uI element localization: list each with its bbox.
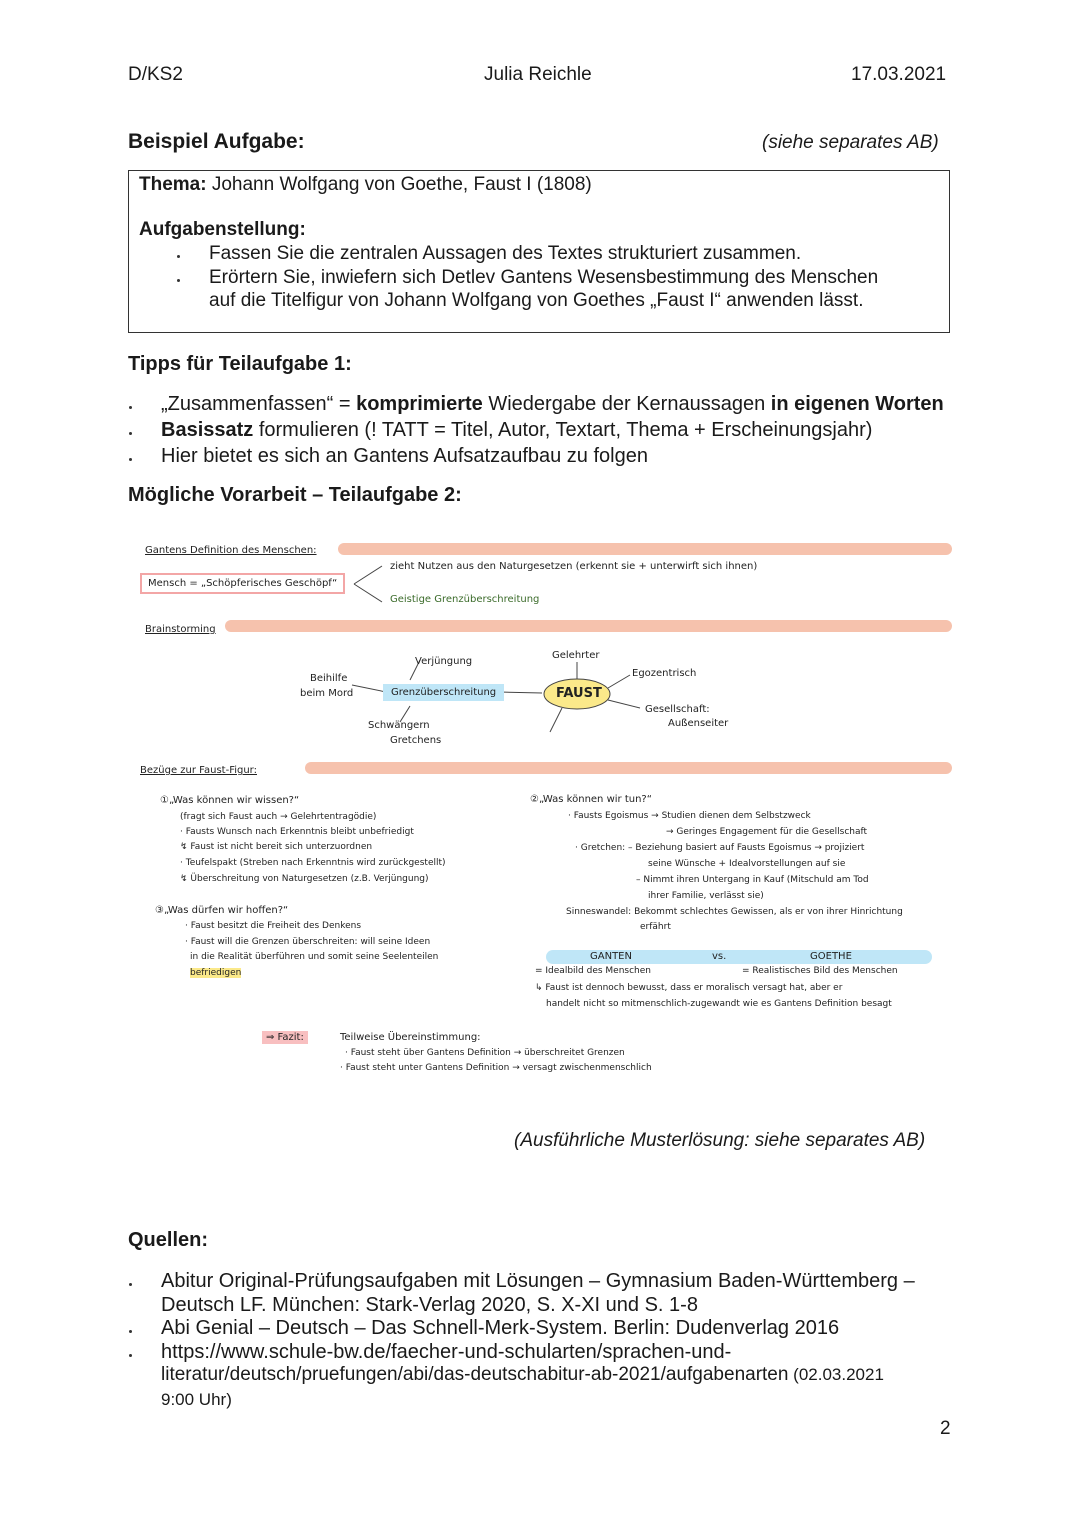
example-title: Beispiel Aufgabe: (128, 130, 305, 153)
bezuege-heading: Bezüge zur Faust-Figur: (140, 765, 257, 776)
definition-arrows (350, 560, 390, 610)
fazit-line-2: · Faust steht über Gantens Definition → überschreitet Grenzen (345, 1048, 625, 1058)
brainstorming-heading: Brainstorming (145, 624, 216, 635)
mindmap-lines (290, 640, 760, 755)
bullet-dot (129, 1283, 132, 1286)
bullet-dot (129, 432, 132, 435)
definition-box: Mensch = „Schöpferisches Geschöpf“ (140, 573, 345, 594)
tipp-1 (161, 393, 944, 416)
vs-label: vs. (712, 951, 727, 962)
tipp-2-a: Basissatz (161, 419, 254, 441)
quelle-1-line-1: Abitur Original-Prüfungsaufgaben mit Lösungen – Gymnasium Baden-Württemberg – (161, 1270, 915, 1292)
left-line-4: · Teufelspakt (Streben nach Erkenntnis wird zurückgestellt) (180, 858, 446, 868)
example-note: (siehe separates AB) (762, 132, 939, 153)
right-line-2: → Geringes Engagement für die Gesellschaft (666, 827, 868, 837)
task-item-2: Erörtern Sie, inwiefern sich Detlev Gantens Wesensbestimmung des Menschen (209, 267, 879, 288)
task-item-1: Fassen Sie die zentralen Aussagen des Textes strukturiert zusammen. (209, 243, 802, 264)
mindmap-beim-mord: beim Mord (300, 688, 354, 699)
bullet-dot (129, 458, 132, 461)
vorarbeit-title: Mögliche Vorarbeit – Teilaufgabe 2: (128, 484, 462, 506)
quelle-3-url-2-link[interactable]: literatur/deutsch/pruefungen/abi/das-deutschabitur-ab-2021/aufgabenarten (161, 1364, 789, 1385)
highlight-band (225, 620, 952, 632)
ganten-label: GANTEN (590, 951, 632, 962)
quelle-3-time: 9:00 Uhr) (161, 1390, 232, 1409)
mindmap-gesellschaft: Gesellschaft: (645, 704, 710, 715)
bullet-dot (177, 279, 180, 282)
mindmap-verjuengung: Verjüngung (415, 656, 473, 667)
right-line-4: seine Wünsche + Idealvorstellungen auf sie (648, 859, 846, 869)
comparison-line-2: handelt nicht so mitmenschlich-zugewandt wie es Gantens Definition besagt (546, 999, 892, 1009)
task-thema (139, 174, 592, 196)
bullet-dot (177, 255, 180, 258)
highlight-band (305, 762, 952, 774)
header-author: Julia Reichle (484, 64, 592, 85)
quelle-3-url-2 (161, 1364, 884, 1386)
tipp-2-b: formulieren (! TATT = Titel, Autor, Textart, Thema + Erscheinungsjahr) (253, 419, 873, 441)
highlight-band (338, 543, 952, 555)
left-line-7: · Faust will die Grenzen überschreiten: will seine Ideen (185, 937, 431, 947)
mindmap-egozentrisch: Egozentrisch (632, 668, 697, 679)
quelle-1-line-2: Deutsch LF. München: Stark-Verlag 2020, S. X-XI und S. 1-8 (161, 1294, 698, 1316)
definition-heading: Gantens Definition des Menschen: (145, 545, 317, 556)
bullet-dot (129, 1354, 132, 1357)
left-line-5: ↯ Überschreitung von Naturgesetzen (z.B. Verjüngung) (180, 874, 429, 884)
bullet-dot (129, 406, 132, 409)
left-line-6: · Faust besitzt die Freiheit des Denkens (185, 921, 362, 931)
mindmap-beihilfe: Beihilfe (310, 673, 348, 684)
right-line-7: Sinneswandel: Bekommt schlechtes Gewissen, als er von ihrer Hinrichtung (566, 907, 903, 917)
fazit-line-1: Teilweise Übereinstimmung: (340, 1032, 481, 1043)
right-line-3: · Gretchen: – Beziehung basiert auf Fausts Egoismus → projiziert (575, 843, 865, 853)
tipp-2 (161, 419, 872, 442)
musterloesung-note: (Ausführliche Musterlösung: siehe separates AB) (514, 1130, 926, 1151)
task-item-2-cont: auf die Titelfigur von Johann Wolfgang von Goethes „Faust I“ anwenden lässt. (209, 290, 864, 311)
tipp-1-b: komprimierte (356, 393, 483, 415)
right-line-6: ihrer Familie, verlässt sie) (648, 891, 764, 901)
left-question-1: ①„Was können wir wissen?“ (160, 795, 300, 806)
left-line-8: in die Realität überführen und somit seine Seelenteilen (190, 952, 439, 962)
left-line-3: ↯ Faust ist nicht bereit sich unterzuordnen (180, 842, 373, 852)
tipp-3: Hier bietet es sich an Gantens Aufsatzaufbau zu folgen (161, 445, 648, 467)
tipp-1-c: Wiedergabe der Kernaussagen (482, 393, 771, 415)
mindmap-grenz: Grenzüberschreitung (383, 684, 504, 701)
tipp-1-d: in eigenen Worten (770, 393, 944, 415)
right-line-1: · Fausts Egoismus → Studien dienen dem Selbstzweck (568, 811, 811, 821)
bullet-dot (129, 1330, 132, 1333)
tipps-title: Tipps für Teilaufgabe 1: (128, 353, 352, 375)
mindmap-aussenseiter: Außenseiter (668, 718, 729, 729)
quelle-2: Abi Genial – Deutsch – Das Schnell-Merk-System. Berlin: Dudenverlag 2016 (161, 1317, 840, 1339)
definition-arrow-1: zieht Nutzen aus den Naturgesetzen (erkennt sie + unterwirft sich ihnen) (390, 561, 758, 572)
left-line-2: · Fausts Wunsch nach Erkenntnis bleibt unbefriedigt (180, 827, 414, 837)
right-line-8: erfährt (640, 922, 671, 932)
right-line-5: – Nimmt ihren Untergang in Kauf (Mitschuld am Tod (636, 875, 869, 885)
task-box (128, 170, 950, 333)
quelle-3-url-1[interactable]: https://www.schule-bw.de/faecher-und-schularten/sprachen-und- (161, 1341, 732, 1363)
mindmap-gelehrter: Gelehrter (552, 650, 600, 661)
mindmap-center: FAUST (556, 686, 602, 701)
comparison-line-1: ↳ Faust ist dennoch bewusst, dass er moralisch versagt hat, aber er (535, 983, 843, 993)
quelle-3-date: (02.03.2021 (788, 1365, 884, 1384)
mindmap-schwaengern: Schwängern (368, 720, 430, 731)
header-class: D/KS2 (128, 64, 183, 85)
left-line-9: befriedigen (190, 968, 242, 978)
left-line-1: (fragt sich Faust auch → Gelehrtentragödie) (180, 812, 377, 822)
tipp-1-a: „Zusammenfassen“ = (161, 393, 357, 415)
ganten-line: = Idealbild des Menschen (535, 966, 651, 976)
left-question-3: ③„Was dürfen wir hoffen?“ (155, 905, 289, 916)
aufgaben-label: Aufgabenstellung: (139, 219, 306, 240)
definition-arrow-2: Geistige Grenzüberschreitung (390, 594, 540, 605)
page-number: 2 (940, 1418, 951, 1439)
goethe-line: = Realistisches Bild des Menschen (742, 966, 898, 976)
header-date: 17.03.2021 (851, 64, 947, 85)
thema-label: Thema: (139, 174, 207, 195)
mindmap-gretchens: Gretchens (390, 735, 442, 746)
thema-text: Johann Wolfgang von Goethe, Faust I (1808) (206, 174, 592, 195)
goethe-label: GOETHE (810, 951, 852, 962)
right-question-2: ②„Was können wir tun?“ (530, 794, 652, 805)
fazit-label: ⇒ Fazit: (262, 1031, 308, 1044)
fazit-line-3: · Faust steht unter Gantens Definition → versagt zwischenmenschlich (340, 1063, 652, 1073)
quellen-title: Quellen: (128, 1229, 209, 1251)
